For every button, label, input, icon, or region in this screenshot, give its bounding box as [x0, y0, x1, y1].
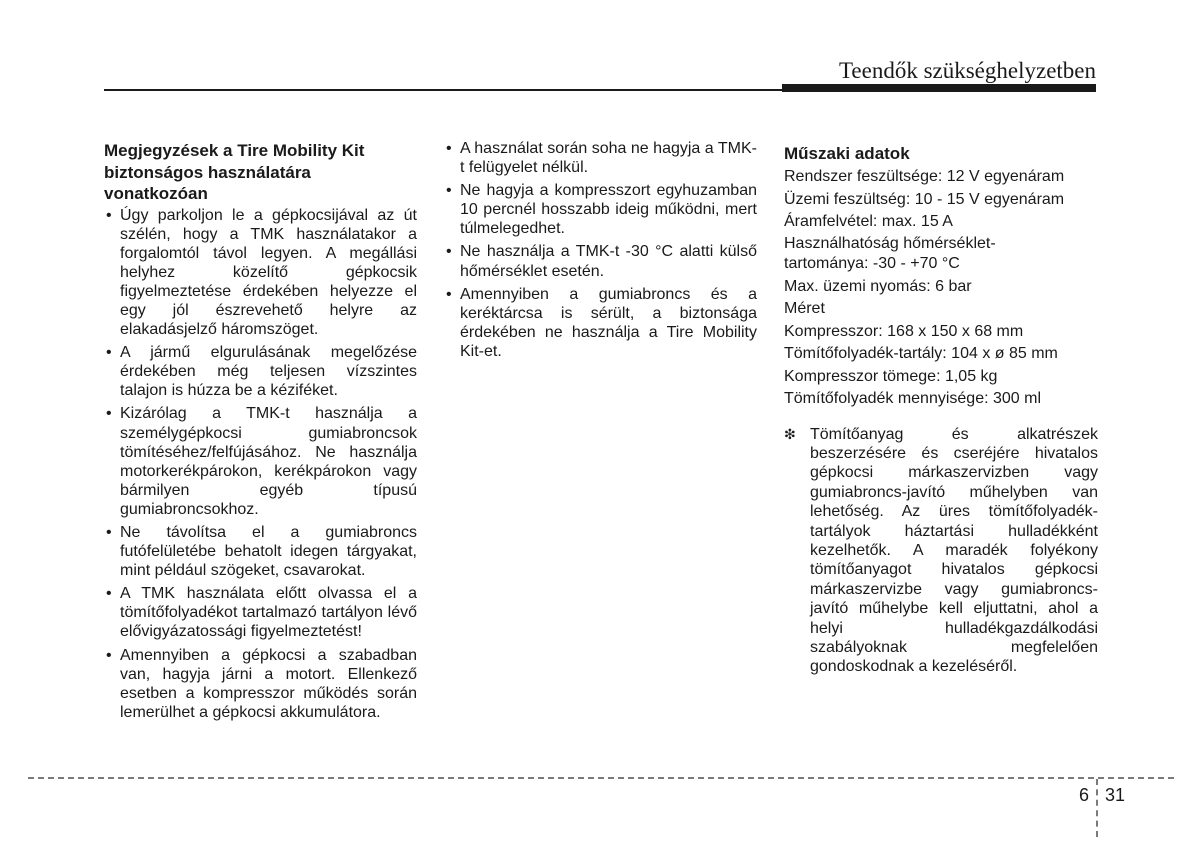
footer-vertical-dashed-rule: [1096, 779, 1098, 837]
bullet-item: • Kizárólag a TMK-t használja a személygépkocsi gumiabroncsok tömítéséhez/felfújásához. Ne használja motorkerékpárokon, kerékpárokon vagy bármilyen egyéb típusú gumiabroncsokhoz.: [104, 404, 417, 519]
bullet-list: [444, 139, 757, 361]
bullet-item: • Ne távolítsa el a gumiabroncs futófelületébe behatolt idegen tárgyakat, mint például szögeket, csavarokat.: [104, 523, 417, 580]
footer-dashed-rule: [28, 777, 1174, 779]
asterisk-note-icon: ❇: [784, 425, 796, 442]
bullet-item: • A jármű elgurulásának megelőzése érdekében még teljesen vízszintes talajon is húzza be a kéziféket.: [104, 343, 417, 400]
page-number: 31: [1105, 785, 1126, 805]
heading-line: Megjegyzések a Tire Mobility Kit: [104, 141, 365, 160]
note-text: Tömítőanyag és alkatrészek beszerzésére és cseréjére hivatalos gépkocsi márkaszervizben vagy gumiabroncs-javító műhelyben van lehetőség. Az üres tömítőfolyadék-tartályok háztartási hulladékként kezelhetők. A maradék folyékony tömítőanyagot hivatalos gépkocsi márkaszervizbe vagy gumiabroncs-javító műhelybe kell eljuttatni, ahol a helyi hulladékgazdálkodási szabályoknak megfelelően gondoskodnak a kezeléséről.: [810, 425, 1098, 676]
spec-line: Áramfelvétel: max. 15 A: [784, 213, 953, 230]
spec-line: Kompresszor: 168 x 150 x 68 mm: [784, 322, 1024, 340]
spec-line: Tömítőfolyadék mennyisége: 300 ml: [784, 390, 1042, 407]
header-rule-thin: [104, 89, 782, 91]
bullet-item: • Ne hagyja a kompresszort egyhuzamban 10 percnél hosszabb ideig működni, mert túlmelegedhet.: [444, 181, 757, 238]
page-header-title: Teendők szükséghelyzetben: [838, 58, 1096, 83]
note-block: [784, 425, 1098, 677]
spec-line: Tömítőfolyadék-tartály: 104 x ø 85 mm: [784, 345, 1058, 362]
spec-line: Használhatóság hőmérséklet-: [784, 234, 996, 252]
column-right: [784, 143, 1098, 677]
bullet-item: • Úgy parkoljon le a gépkocsijával az út szélén, hogy a TMK használatakor a forgalomtól távol legyen. A megállási helyhez közelítő gépkocsik figyelmeztetése érdekében helyezze el egy jól észrevehető helyre az elakadásjelző háromszöget.: [104, 206, 417, 340]
bullet-item: • Ne használja a TMK-t -30 °C alatti külső hőmérséklet esetén.: [444, 242, 757, 280]
bullet-item: • A használat során soha ne hagyja a TMK-t felügyelet nélkül.: [444, 139, 757, 177]
spec-line: Méret: [784, 300, 825, 317]
header-rule-thick: [782, 84, 1096, 92]
bullet-item: • Amennyiben a gépkocsi a szabadban van, hagyja járni a motort. Ellenkező esetben a kompresszor működés során lemerülhet a gépkocsi akkumulátora.: [104, 646, 417, 722]
specs-list: [784, 166, 1098, 411]
bullet-item: • A TMK használata előtt olvassa el a tömítőfolyadékot tartalmazó tartályon lévő elővigyázatossági figyelmeztetést!: [104, 584, 417, 641]
bullet-item: • Amennyiben a gumiabroncs és a keréktárcsa is sérült, a biztonsága érdekében ne használja a Tire Mobility Kit-et.: [444, 285, 757, 361]
spec-line: Max. üzemi nyomás: 6 bar: [784, 277, 972, 295]
column-left: [104, 140, 417, 726]
heading-line: biztonságos használatára: [104, 162, 311, 182]
column-middle: [444, 139, 757, 365]
spec-line: Üzemi feszültség: 10 - 15 V egyenáram: [784, 190, 1065, 208]
heading-line: vonatkozóan: [104, 184, 208, 203]
spec-line: tartománya: -30 - +70 °C: [784, 254, 960, 272]
bullet-list: [104, 206, 417, 722]
section-heading: [104, 140, 417, 205]
section-number: 6: [1079, 785, 1090, 805]
specs-heading: Műszaki adatok: [784, 144, 910, 163]
spec-line: Rendszer feszültsége: 12 V egyenáram: [784, 168, 1065, 185]
spec-line: Kompresszor tömege: 1,05 kg: [784, 367, 998, 385]
